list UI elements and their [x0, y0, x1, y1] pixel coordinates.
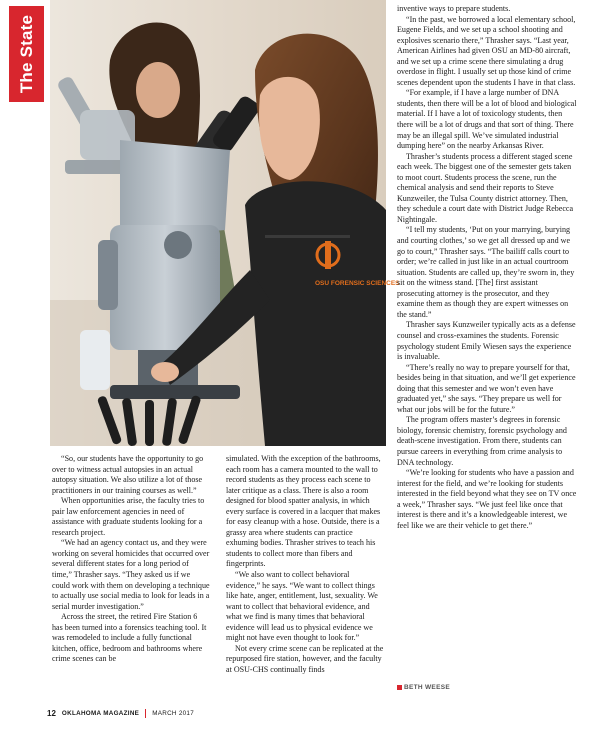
paragraph: “For example, if I have a large number of DNA students, then there will be a lot of blood and biological material. If I have a lot of toxicology students, then there will be a lot of drugs and that sort of thing. There may be an illegal spill. We’ve simulated industrial dumping here” on the nearby Arkansas River. [397, 88, 577, 151]
shirt-text: OSU FORENSIC SCIENCES [315, 280, 400, 287]
paragraph: Thrasher’s students process a different staged scene each week. The biggest one of the semester gets taken to moot court. Students process the scene, run the chemical analysis and send their reports to Steve Kunzweiler, the Tulsa County district attorney. Then, they schedule a court date with District Judge Rebecca Nightingale. [397, 151, 574, 224]
page-number: 12 [47, 708, 56, 718]
paragraph: Thrasher says Kunzweiler typically acts as a defense counsel and cross-examines the students. Forensic psychology student Emily Wiesen says the experience is invaluable. [397, 320, 576, 362]
paragraph: inventive ways to prepare students. [397, 4, 511, 13]
credit-mark-icon [397, 685, 402, 690]
paragraph: Across the street, the retired Fire Station 6 has been turned into a forensics teaching tool. It was remodeled to include a fully functional kitchen, office, bedroom and bathrooms where crime scenes can be [52, 612, 207, 664]
paragraph: “We also want to collect behavioral evidence,” he says. “We want to collect things like hate, anger, entitlement, lust, sexuality. We want to collect that behavioral evidence, and what we find is many times that behavioral evidence will lead us to physical evidence we might not have even thought to look for.” [226, 570, 378, 643]
paragraph: “I tell my students, ‘Put on your marrying, burying and courting clothes,’ so we get all dressed up and we go to court,” Thrasher says. “The bailiff calls court to order; we’re called in just like in an actual courtroom situation. Students are called up, they’re sworn in, they sit on the witness stand. [The] first assistant prosecuting attorney is the prosecutor, and they examine them as though they are expert witnesses on the stand.” [397, 225, 575, 319]
paragraph: “So, our students have the opportunity to go over to witness actual autopsies in an actual autopsy situation. We also utilize a lot of those practitioners in our training courses as well.” [52, 454, 204, 495]
section-tab [9, 6, 44, 102]
article-column-1 [52, 454, 210, 665]
issue-date: MARCH 2017 [152, 709, 195, 717]
paragraph: “We’re looking for students who have a passion and interest for the field, and we’re looking for students interested in the field beyond what they see on TV once a week,” Thrasher says. “We just feel like once that interest is there and it’s a knowledgeable interest, we feel like we are their vehicle to get there.” [397, 468, 577, 530]
paragraph: When opportunities arise, the faculty tries to pair law enforcement agencies in need of assistance with graduate students looking for a research project. [52, 496, 205, 537]
section-title: The State [16, 14, 36, 94]
paragraph: The program offers master’s degrees in forensic biology, forensic chemistry, forensic psychology and death-scene investigation. From there, students can pursue careers in everything from crime analysis to DNA technology. [397, 415, 567, 467]
page-footer [47, 707, 194, 719]
footer-divider [145, 709, 146, 718]
paragraph: “There’s really no way to prepare yourself for that, besides being in that situation, and we’ll get experience doing that this semester and we won’t even have graduated yet,” she says. “They prepare us well for what our jobs will be for the future.” [397, 362, 576, 414]
paragraph: “We had an agency contact us, and they were working on several homicides that occurred over several different states for a long period of time,” Thrasher says. “They asked us if we could work with them on developing a technique to actually use social media to look for leads in a serial murder investigation.” [52, 538, 210, 611]
microscope-lab-photo [50, 0, 400, 446]
feature-photo [50, 0, 400, 446]
magazine-name: OKLAHOMA MAGAZINE [61, 709, 140, 717]
photo-credit-name: BETH WEESE [404, 684, 450, 691]
photo-credit [397, 684, 450, 691]
article-column-2 [226, 454, 384, 675]
paragraph: “In the past, we borrowed a local elementary school, Eugene Fields, and we set up a school shooting and explosives scenario there,” Thrasher says. “Last year, American Airlines had given OSU an MD-80 aircraft, and we set up a crime scene there simulating a drug overdose in flight. I usually set up those kind of crime scenes dependent upon the students I have in that class. [397, 14, 576, 87]
article-column-3 [397, 4, 577, 531]
paragraph: simulated. With the exception of the bathrooms, each room has a camera mounted to the wall to record students as they process each scene to later critique as a class. There is also a room designed for blood spatter analysis, in which every surface is covered in a lacquer that makes for easy cleanup with a hose. Outside, there is a grassy area where students can practice exhuming bodies. Thrasher strives to teach his students to collect more than fibers and fingerprints. [226, 454, 381, 569]
paragraph: Not every crime scene can be replicated at the repurposed fire station, however, and the faculty at OSU-CHS continually finds [226, 643, 384, 674]
